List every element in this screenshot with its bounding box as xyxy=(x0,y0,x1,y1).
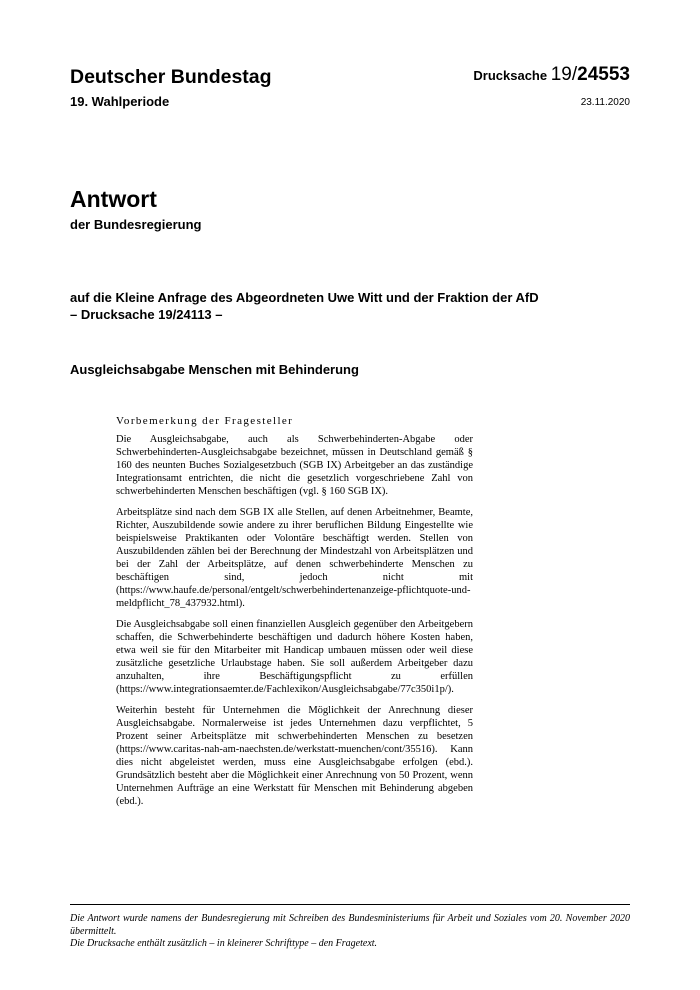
footer-typeface-note: Die Drucksache enthält zusätzlich – in kleinerer Schrifttype – den Fragetext. xyxy=(70,938,378,949)
footer-divider xyxy=(70,904,630,905)
document-label: Drucksache xyxy=(473,68,548,83)
paragraph: Die Ausgleichsabgabe soll einen finanziellen Ausgleich gegenüber den Arbeitgebern schaffen, die Schwerbehinderte beschäftigen und dadurch höhere Kosten haben, etwa weil sie für den Mitarbeiter mit Handicap umbauen müssen oder weil diese zusätzliche gesetzliche Urlaubstage haben. Sie soll außerdem Arbeitgeber dazu anzuhalten, ihre Beschäftigungspflicht zu erfüllen (https://www.integrationsaemter.de/Fachlexikon/Ausgleichsabgabe/77c350i1p/). xyxy=(116,619,473,695)
document-prefix: 19/ xyxy=(550,64,578,85)
document-title: Antwort xyxy=(70,186,157,212)
document-date: 23.11.2020 xyxy=(580,97,630,108)
inquiry-reference xyxy=(70,289,630,323)
legislative-period: 19. Wahlperiode xyxy=(70,94,170,109)
document-number-value: 24553 xyxy=(577,64,630,85)
inquiry-line: auf die Kleine Anfrage des Abgeordneten Uwe Witt und der Fraktion der AfD xyxy=(70,290,539,305)
document-number xyxy=(473,64,630,86)
preliminary-remarks xyxy=(116,415,473,816)
document-subtitle: der Bundesregierung xyxy=(70,217,202,232)
preliminary-heading: Vorbemerkung der Fragesteller xyxy=(116,415,294,427)
topic-heading: Ausgleichsabgabe Menschen mit Behinderung xyxy=(70,362,359,377)
institution-name: Deutscher Bundestag xyxy=(70,66,272,88)
paragraph: Die Ausgleichsabgabe, auch als Schwerbehinderten-Abgabe oder Schwerbehinderten-Ausgleichsabgabe bezeichnet, müssen in Deutschland gemäß § 160 des neunten Buches Sozialgesetzbuch (SGB IX) Arbeitgeber an das zuständige Integrationsamt entrichten, die nicht die gesetzlich vorgeschriebene Zahl von schwerbehinderten Menschen beschäftigen (vgl. § 160 SGB IX). xyxy=(116,434,473,497)
paragraph: Arbeitsplätze sind nach dem SGB IX alle Stellen, auf denen Arbeitnehmer, Beamte, Richter, Auszubildende sowie andere zu ihrer beruflichen Bildung Eingestellte wie beispielsweise Praktikanten oder Volontäre beschäftigt werden. Stellen von Auszubildenden zählen bei der Berechnung der Mindestzahl von Arbeitsplätzen und bei der Zahl der Arbeitsplätze, auf denen schwerbehinderte Menschen zu beschäftigen sind, jedoch nicht mit (https://www.haufe.de/personal/entgelt/schwerbehindertenanzeige-pflichtquote-und-meldpflicht_78_437932.html). xyxy=(116,507,473,609)
footer-note xyxy=(70,913,630,951)
paragraph: Weiterhin besteht für Unternehmen die Möglichkeit der Anrechnung dieser Ausgleichsabgabe. Normalerweise ist jedes Unternehmen dazu verpflichtet, 5 Prozent seiner Arbeitsplätze mit schwerbehinderten Menschen zu besetzen (https://www.caritas-nah-am-naechsten.de/werkstatt-muenchen/cont/35516). Kann dies nicht abgeleistet werden, muss eine Ausgleichsabgabe erfolgen (ebd.). Grundsätzlich besteht aber die Möglichkeit einer Anrechnung von 50 Prozent, wenn Unternehmen Aufträge an eine Werkstatt für Menschen mit Behinderung abgeben (ebd.). xyxy=(116,705,473,807)
footer-transmission-note: Die Antwort wurde namens der Bundesregierung mit Schreiben des Bundesministeriums für Arbeit und Soziales vom 20. November 2020 übermittelt. xyxy=(70,913,630,937)
inquiry-document-line: – Drucksache 19/24113 – xyxy=(70,307,223,322)
